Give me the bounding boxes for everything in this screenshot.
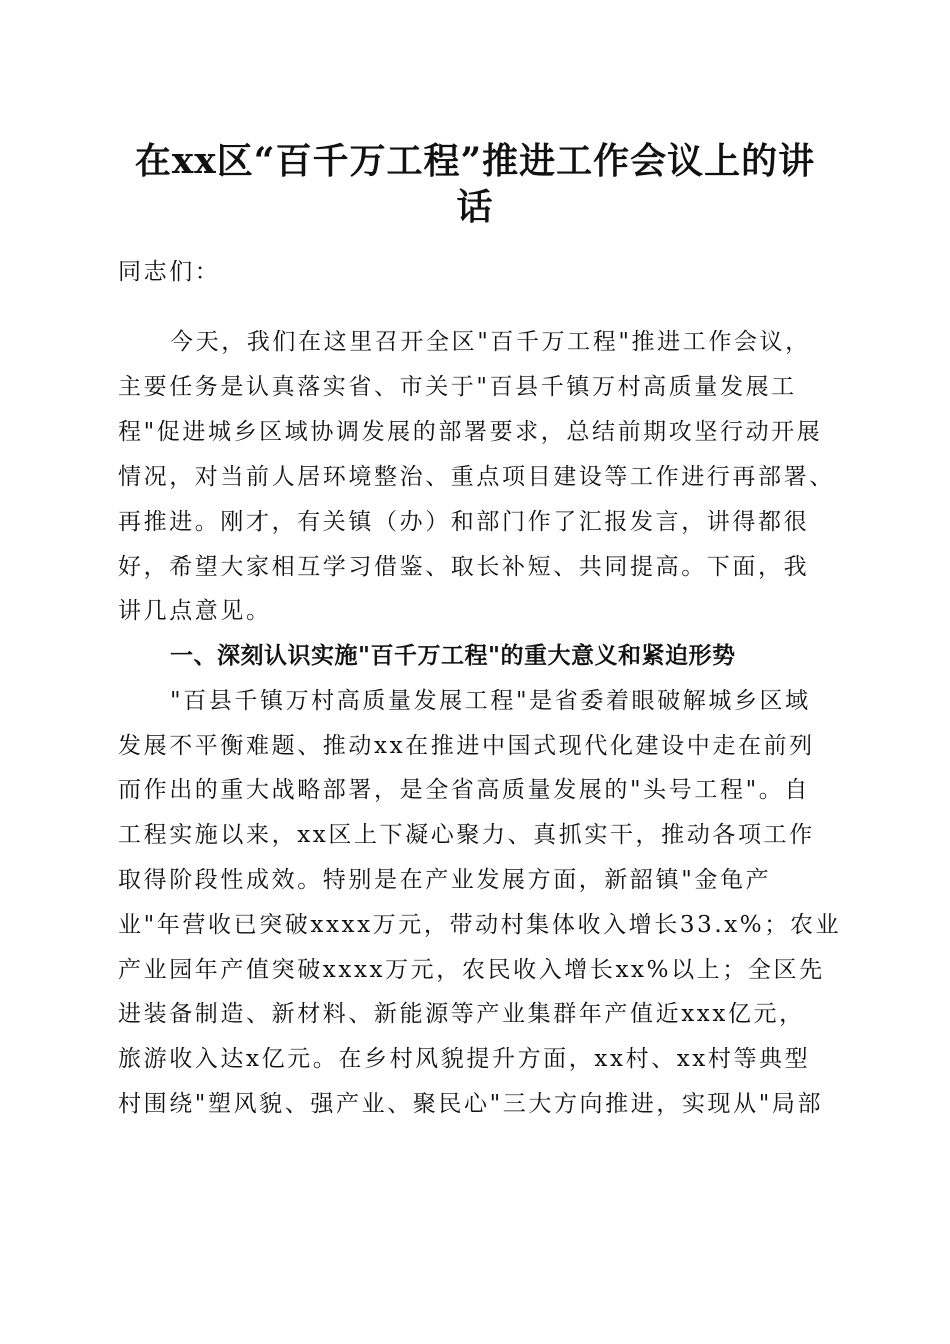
paragraph-line: "百县千镇万村高质量发展工程"是省委着眼破解城乡区域 (170, 688, 811, 714)
document-title-line-2: 话 (456, 186, 494, 228)
paragraph-line: 而作出的重大战略部署，是全省高质量发展的"头号工程"。自 (118, 777, 810, 803)
paragraph-line: 村围绕"塑风貌、强产业、聚民心"三大方向推进，实现从"局部 (118, 1091, 824, 1117)
paragraph-line: 取得阶段性成效。特别是在产业发展方面，新韶镇"金龟产 (118, 867, 772, 893)
paragraph-line: 情况，对当前人居环境整治、重点项目建设等工作进行再部署、 (118, 464, 835, 490)
paragraph-line: 旅游收入达x亿元。在乡村风貌提升方面，xx村、xx村等典型 (118, 1046, 811, 1072)
paragraph-line: 讲几点意见。 (118, 598, 272, 624)
document-title-line-1: 在xx区“百千万工程”推进工作会议上的讲 (134, 140, 816, 182)
section-heading-1: 一、深刻认识实施"百千万工程"的重大意义和紧迫形势 (170, 643, 736, 669)
paragraph-line: 发展不平衡难题、推动xx在推进中国式现代化建设中走在前列 (118, 733, 815, 759)
paragraph-line: 产业园年产值突破xxxx万元，农民收入增长xx%以上；全区先 (118, 957, 825, 983)
paragraph-line: 工程实施以来，xx区上下凝心聚力、真抓实干，推动各项工作 (118, 822, 815, 848)
salutation: 同志们： (118, 259, 221, 285)
paragraph-line: 业"年营收已突破xxxx万元，带动村集体收入增长33.x%；农业 (118, 912, 842, 938)
paragraph-line: 今天，我们在这里召开全区"百千万工程"推进工作会议， (170, 329, 811, 355)
paragraph-line: 好，希望大家相互学习借鉴、取长补短、共同提高。下面，我 (118, 554, 810, 580)
paragraph-line: 再推进。刚才，有关镇（办）和部门作了汇报发言，讲得都很 (118, 509, 810, 535)
paragraph-line: 主要任务是认真落实省、市关于"百县千镇万村高质量发展工 (118, 374, 797, 400)
paragraph-line: 程"促进城乡区域协调发展的部署要求，总结前期攻坚行动开展 (118, 419, 823, 445)
paragraph-line: 进装备制造、新材料、新能源等产业集群年产值近xxx亿元， (118, 1001, 805, 1027)
